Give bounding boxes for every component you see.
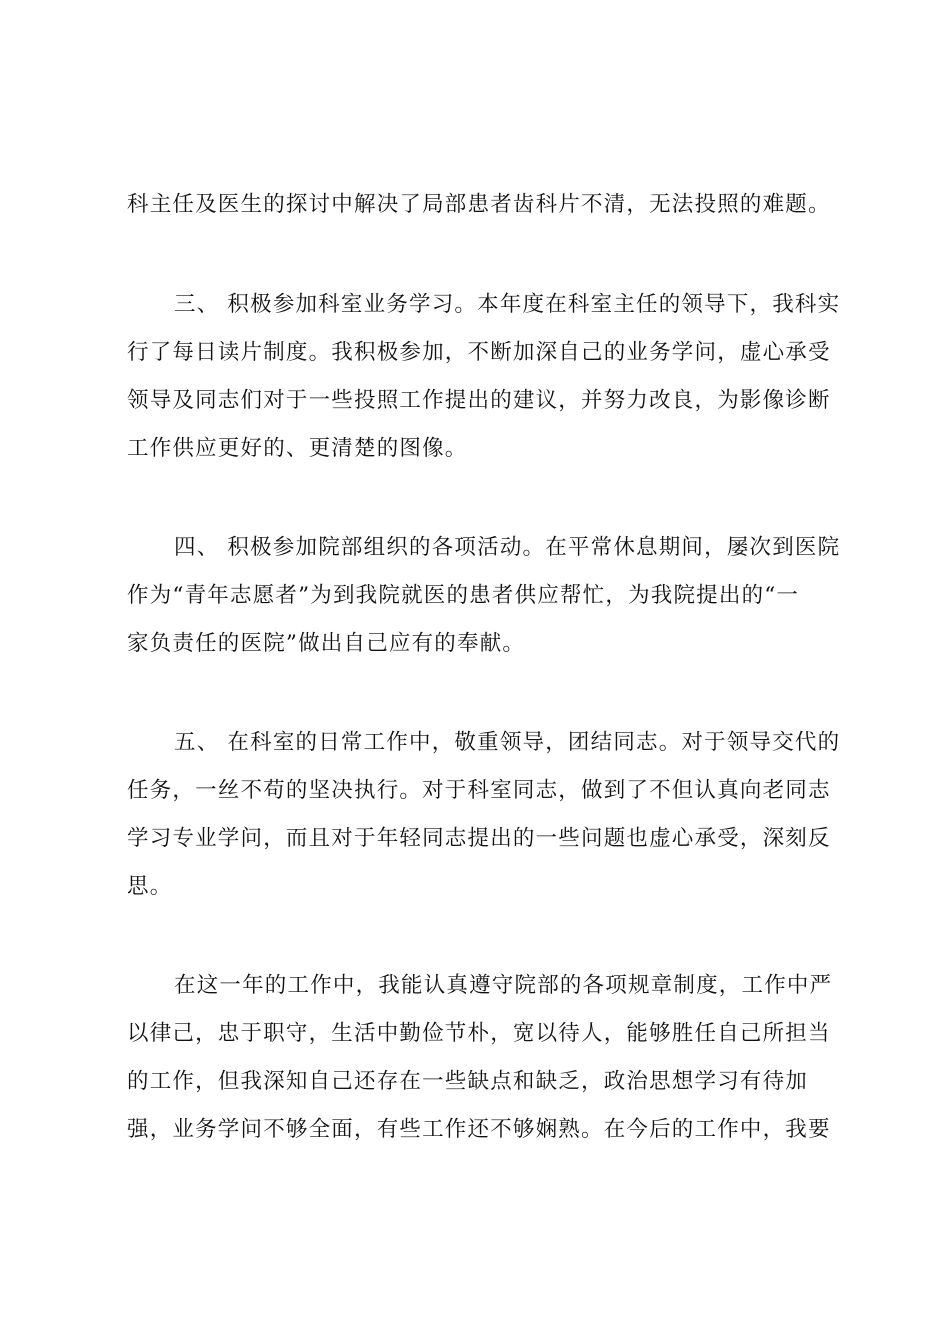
text-line: 科主任及医生的探讨中解决了局部患者齿科片不清，无法投照的难题。 [127,192,831,217]
text-line: 行了每日读片制度。我积极参加，不断加深自己的业务学问，虚心承受 [127,340,831,365]
text-line: 领导及同志们对于一些投照工作提出的建议，并努力改良，为影像诊断 [127,388,831,413]
text-line: 学习专业学问，而且对于年轻同志提出的一些问题也虚心承受，深刻反 [127,826,831,851]
text-line: 的工作，但我深知自己还存在一些缺点和缺乏，政治思想学习有待加 [127,1069,809,1094]
text-line: 任务，一丝不苟的坚决执行。对于科室同志，做到了不但认真向老同志 [127,778,831,803]
text-line: 四、 积极参加院部组织的各项活动。在平常休息期间，屡次到医院 [174,535,841,560]
text-line: 作为“青年志愿者”为到我院就医的患者供应帮忙，为我院提出的“一 [127,583,800,608]
text-line: 工作供应更好的、更清楚的图像。 [127,436,468,461]
text-line: 以律己，忠于职守，生活中勤俭节朴，宽以待人，能够胜任自己所担当 [127,1021,831,1046]
text-line: 思。 [127,874,173,899]
text-line: 三、 积极参加科室业务学习。本年度在科室主任的领导下，我科实 [174,292,841,317]
text-line: 在这一年的工作中，我能认真遵守院部的各项规章制度，工作中严 [174,973,833,998]
text-line: 强，业务学问不够全面，有些工作还不够娴熟。在今后的工作中，我要 [127,1117,831,1142]
text-line: 家负责任的医院”做出自己应有的奉献。 [127,631,526,656]
text-line: 五、 在科室的日常工作中，敬重领导，团结同志。对于领导交代的 [174,730,841,755]
